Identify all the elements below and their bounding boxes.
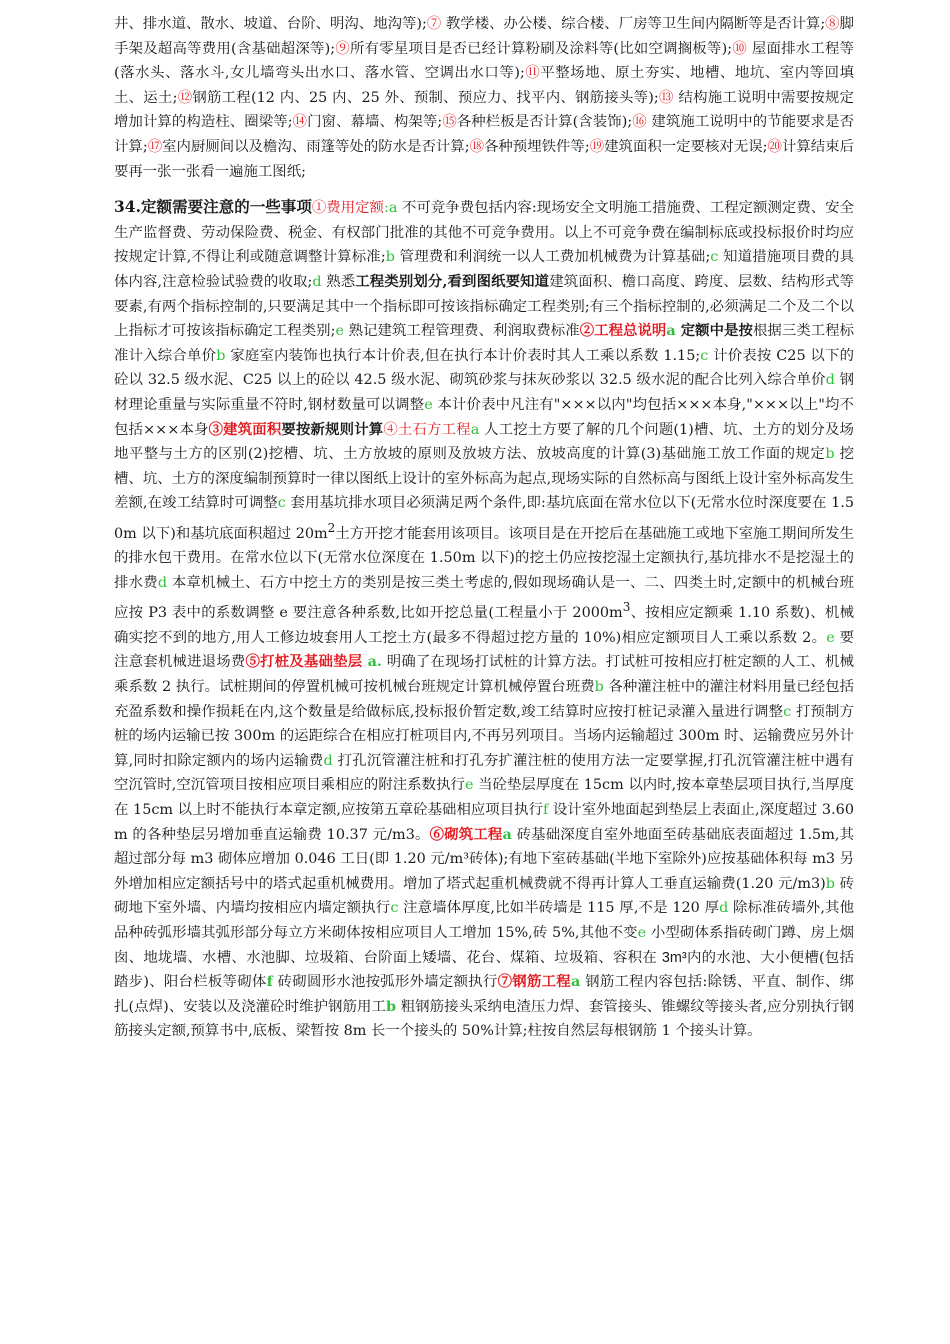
item-text: 挖槽、坑、土方的深度编制预算时一律以图纸上设计的室外标高为起点,现场实际的自然标高与图纸上设计室外标高发生差额,在竣工结算时可调整 xyxy=(114,446,855,512)
marker-14: ⑭ xyxy=(292,114,308,131)
marker-11: ⑪ xyxy=(524,65,541,82)
intro-text-13: 各种预埋铁件等; xyxy=(483,138,590,155)
item-mark: b xyxy=(385,997,397,1015)
item-text: 、按相应定额乘 1.10 系数)、机械确实挖不到的地方,用人工修边坡套用人工挖土方(最多不得超过挖方量的 10%)相应定额项目人工乘以系数 2。 xyxy=(114,605,854,646)
item-mark: e xyxy=(637,924,647,941)
item-mark: e xyxy=(826,629,835,646)
item-text: 各种灌注桩中的灌注材料用量已经包括充盈系数和操作损耗在内,这个数量是给做标底,投标报价暂定数,竣工结算时应按打桩记录灌入量进行调整 xyxy=(114,679,854,720)
section-heading: 34.定额需要注意的一些事项 xyxy=(114,197,312,217)
item-mark: f xyxy=(543,802,549,818)
item-text: 除标准砖墙外,其他品种砖弧形墙其弧形部分每立方米砌体按相应项目人工增加 15%,砖 5%,其他不变 xyxy=(114,900,854,941)
item-text: 钢材理论重量与实际重量不符时,钢材数量可以调整 xyxy=(114,372,854,413)
marker-15: ⑮ xyxy=(442,114,457,131)
item-text: 砖砌圆形水池按弧形外墙定额执行 xyxy=(272,974,498,991)
marker-18: ⑱ xyxy=(469,138,484,155)
item-mark: b xyxy=(825,446,835,463)
item-mark: c xyxy=(277,495,286,512)
intro-text-10: 各种栏板是否计算(含装饰); xyxy=(456,114,633,131)
item-text: 不可竞争费包括内容:现场安全文明施工措施费、工程定额测定费、安全生产监督费、劳动保险费、税金、有权部门批准的其他不可竞争费用。以上不可竞争费在编制标底或投标报价时均应按规定计算,不得让利或随意调整计算标准; xyxy=(114,200,854,266)
superscript: 2 xyxy=(327,520,336,535)
intro-text-2: 教学楼、办公楼、综合楼、厂房等卫生间内隔断等是否计算; xyxy=(441,16,826,32)
item-text: 明确了在现场打试桩的计算方法。打试桩可按相应打桩定额的人工、机械乘系数 2 执行。试桩期间的停置机械可按机械台班规定计算机械停置台班费 xyxy=(114,654,854,696)
item-text: 注意墙体厚度,比如半砖墙是 115 厚,不是 120 厚 xyxy=(398,900,720,917)
item-text: 砖基础深度自室外地面至砖基础底表面超过 1.5m,其超过部分每 m3 砌体应增加 0.046 工日(即 1.20 元/m³砖体);有地下室砖基础(半地下室除外)应按基础体积每 m3 另外增加相应定额括号中的塔式起重机械费用。增加了塔式起重机械费就不得再计算人工垂直运输费(1.20 元/m3) xyxy=(114,826,854,892)
item-bold-text: 工程类别划分,看到图纸要知道 xyxy=(355,272,550,290)
section-34-paragraph xyxy=(114,195,854,1044)
marker-19: ⑲ xyxy=(589,138,605,155)
unit-text: 3m³ xyxy=(661,949,687,966)
item-mark: a xyxy=(666,322,676,340)
item-mark: c xyxy=(700,347,709,364)
intro-text-12: 室内厨厕间以及檐沟、雨篷等处的防水是否计算; xyxy=(162,138,470,155)
item-text: 要注意套机械进退场费 xyxy=(114,629,854,671)
item-bold-text: 要按新规则计算 xyxy=(281,420,384,438)
item-mark: d xyxy=(312,273,322,290)
item-mark: :a xyxy=(383,200,398,217)
earthwork-title: ④土石方工程 xyxy=(383,421,471,438)
item-mark: f xyxy=(266,973,273,991)
intro-text-15: 计算结束后要再一张一张看一遍施工图纸; xyxy=(114,138,854,180)
item-mark: d xyxy=(719,900,729,917)
item-text: 知道措施项目费的具体内容,注意检验试验费的收取; xyxy=(114,249,854,290)
item-text: 本计价表中凡注有"×××以内"均包括×××本身,"×××以上"均不包括×××本身 xyxy=(114,396,854,438)
general-notes-title: ②工程总说明 xyxy=(579,322,667,340)
marker-8: ⑧ xyxy=(825,16,840,32)
marker-7: ⑦ xyxy=(426,16,442,32)
marker-20: ⑳ xyxy=(767,138,782,155)
intro-text-3: 脚手架及超高等费用(含基础超深等); xyxy=(114,16,854,57)
item-text: 小型砌体系指砖砌门蹲、房上烟囱、地垅墙、水槽、水池脚、垃圾箱、台阶面上矮墙、花台、煤箱、垃圾箱、容积在 xyxy=(114,924,854,966)
item-text: 熟记建筑工程管理费、利润取费标准 xyxy=(344,323,580,340)
intro-text-14: 建筑面积一定要核对无误; xyxy=(604,138,768,155)
item-text: 计价表按 C25 以下的砼以 32.5 级水泥、C25 以上的砼以 42.5 级水泥、砌筑砂浆与抹灰砂浆以 32.5 级水泥的配合比列入综合单价 xyxy=(114,347,854,389)
item-text: 人工挖土方要了解的几个问题(1)槽、坑、土方的划分及场地平整与土方的区别(2)挖槽、坑、土方放坡的原则及放坡方法、放坡高度的计算(3)基础施工放工作面的规定 xyxy=(114,421,854,463)
item-text: 设计室外地面起到垫层上表面止,深度超过 3.60m 的各种垫层另增加垂直运输费 10.37 元/m3。 xyxy=(114,802,854,843)
item-text: 本章机械土、石方中挖土方的类别是按三类土考虑的,假如现场确认是一、二、四类土时,定额中的机械台班应按 P3 表中的系数调整 e 要注意各种系数,比如开挖总量(工程量小于 2000m xyxy=(114,574,854,622)
intro-text-5: 屋面排水工程等(落水头、落水斗,女儿墙弯头出水口、落水管、空调出水口等); xyxy=(114,40,854,82)
item-text: 打预制方桩的场内运输已按 300m 的运距综合在相应打桩项目内,不再另列项目。当场内运输超过 300m 时、运输费应另外计算,同时扣除定额内的场内运输费 xyxy=(114,703,854,769)
item-mark: d xyxy=(825,372,835,389)
item-bold-text: 定额中是按 xyxy=(675,322,753,340)
item-mark: b xyxy=(594,679,604,696)
marker-13: ⑬ xyxy=(658,89,674,106)
item-mark: c xyxy=(710,249,719,266)
intro-text-7: 钢筋工程(12 内、25 内、25 外、预制、预应力、找平内、钢筋接头等); xyxy=(192,89,659,106)
marker-17: ⑰ xyxy=(147,138,163,155)
item-mark: b xyxy=(216,347,226,364)
item-text: 打孔沉管灌注桩和打孔夯扩灌注桩的使用方法一定要掌握,打孔沉管灌注桩中遇有空沉管时,空沉管项目按相应项目乘相应的附注系数执行 xyxy=(114,752,854,794)
item-mark: c xyxy=(390,900,399,917)
marker-16: ⑯ xyxy=(632,114,647,131)
item-text: 根据三类工程标准计入综合单价 xyxy=(114,323,854,364)
item-mark: a. xyxy=(362,653,382,671)
item-text: 砖砌地下室外墙、内墙均按相应内墙定额执行 xyxy=(114,875,855,917)
item-text: 熟悉 xyxy=(321,273,356,290)
item-mark: b xyxy=(825,875,835,892)
item-mark: e xyxy=(335,323,344,340)
marker-10: ⑩ xyxy=(732,40,747,57)
building-area-title: ③建筑面积 xyxy=(208,420,282,438)
intro-text-11: 建筑施工说明中的节能要求是否计算; xyxy=(114,114,854,155)
item-text: 家庭室内装饰也执行本计价表,但在执行本计价表时其人工乘以系数 1.15; xyxy=(225,347,701,364)
piling-title: ⑤打桩及基础垫层 xyxy=(245,653,363,671)
document-page xyxy=(114,12,854,1044)
item-mark: a xyxy=(502,825,512,843)
intro-text-9: 门窗、幕墙、构架等; xyxy=(307,114,443,131)
item-text: 当砼垫层厚度在 15cm 以内时,按本章垫层项目执行,当厚度在 15cm 以上时不能执行本章定额,应按第五章砼基础相应项目执行 xyxy=(114,777,855,818)
item-mark: d xyxy=(323,752,333,769)
item-text: 管理费和利润统一以人工费加机械费为计算基础; xyxy=(394,249,711,266)
item-mark: d xyxy=(157,574,168,591)
item-text: 土方开挖才能套用该项目。该项目是在开挖后在基础施工或地下室施工期间所发生的排水包干费用。在常水位以下(无常水位深度在 1.50m 以下)的挖土仍应按挖湿土定额执行,基坑排水不是挖湿土的排水费 xyxy=(114,525,854,591)
item-text: 套用基坑排水项目必须满足两个条件,即:基坑底面在常水位以下(无常水位时深度要在 1.50m 以下)和基坑底面积超过 20m xyxy=(114,495,854,542)
masonry-title: ⑥砌筑工程 xyxy=(429,825,503,843)
item-mark: e xyxy=(424,396,433,413)
intro-text-8: 结构施工说明中需要按规定增加计算的构造柱、圈梁等; xyxy=(114,89,854,131)
item-text: 粗钢筋接头采纳电渣压力焊、套管接头、锥螺纹等接头者,应分别执行钢筋接头定额,预算书中,底板、梁暂按 8m 长一个接头的 50%计算;柱按自然层每根钢筋 1 个接头计算。 xyxy=(114,998,855,1040)
intro-paragraph xyxy=(114,12,854,184)
item-mark: a xyxy=(470,421,480,438)
item-mark: c xyxy=(783,703,792,720)
rebar-title: ⑦钢筋工程 xyxy=(497,973,571,991)
item-mark: b xyxy=(385,249,395,266)
marker-9: ⑨ xyxy=(335,40,351,57)
item-text: 内的水池、大小便槽(包括踏步)、阳台栏板等砌体 xyxy=(114,949,855,991)
item-mark: a xyxy=(570,973,581,991)
intro-text-4: 所有零星项目是否已经计算粉刷及涂料等(比如空调搁板等); xyxy=(350,40,733,57)
intro-text-1: 井、排水道、散水、坡道、台阶、明沟、地沟等); xyxy=(114,16,427,32)
superscript: 3 xyxy=(622,600,631,615)
intro-text-6: 平整场地、原土夯实、地槽、地坑、室内等回填土、运土; xyxy=(114,65,854,106)
item-text: 钢筋工程内容包括:除锈、平直、制作、绑扎(点焊)、安装以及浇灌砼时维护钢筋用工 xyxy=(114,974,854,1015)
item-mark: e xyxy=(464,777,474,794)
marker-12: ⑫ xyxy=(177,89,193,106)
item-text: 建筑面积、檐口高度、跨度、层数、结构形式等要素,有两个指标控制的,只要满足其中一个指标即可按该指标确定工程类别;有三个指标控制的,必须满足二个及二个以上指标才可按该指标确定工程类别; xyxy=(114,273,854,340)
fee-quota-title: ①费用定额 xyxy=(311,200,384,217)
